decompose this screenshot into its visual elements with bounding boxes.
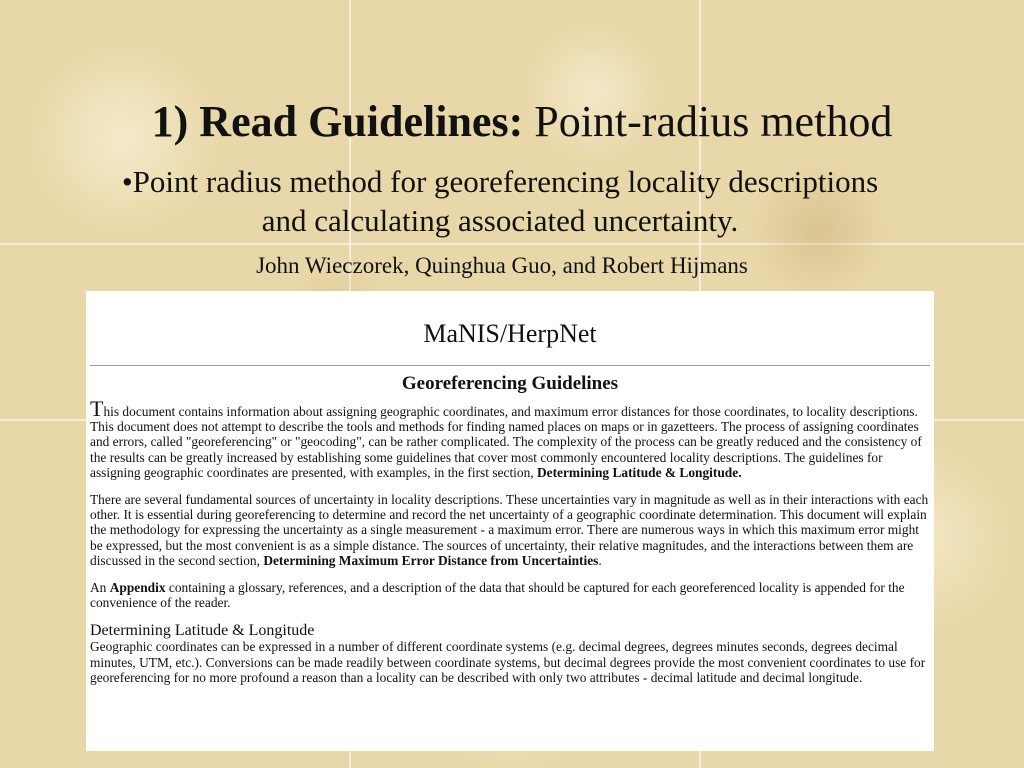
slide-title-rest: Point-radius method — [523, 97, 893, 146]
paragraph-uncertainty — [90, 492, 930, 568]
paragraph-appendix-pre: An — [90, 580, 110, 596]
document-screenshot — [86, 291, 934, 751]
section-link-lat-long: Determining Latitude & Longitude. — [536, 464, 742, 480]
site-title: MaNIS/HerpNet — [423, 319, 597, 348]
divider — [90, 365, 930, 366]
drop-cap: T — [90, 396, 104, 421]
paragraph-uncertainty-end: . — [598, 552, 602, 568]
slide-title — [0, 96, 1024, 148]
paragraph-coordinates: Geographic coordinates can be expressed in a number of different coordinate systems (e.g. decimal degrees, degrees minutes seconds, degrees decimal minutes, UTM, etc.). Conversions can be made readily between coordinate systems, but decimal degrees provide the most convenient coordinates to use for georeferencing for no more profound a reason than a locality can be described with only two attributes - decimal latitude and decimal longitude. — [90, 639, 926, 685]
paragraph-intro-text: his document contains information about assigning geographic coordinates, and maximum error distances for those coordinates, to locality descriptions. This document does not attempt to describe the tools and methods for finding named places on maps or in gazetteers. The process of assigning coordinates and errors, called "georeferencing" or "geocoding", can be rather complicated. The complexity of the process can be greatly reduced and the consistency of the results can be greatly increased by establishing some guidelines that cover most commonly encountered locality descriptions. The guidelines for assigning geographic coordinates are presented, with examples, in the first section, — [90, 404, 922, 480]
section-heading-lat-long: Determining Latitude & Longitude — [90, 622, 315, 640]
appendix-label: Appendix — [109, 580, 166, 596]
paragraph-intro — [90, 396, 930, 480]
section-link-max-error: Determining Maximum Error Distance from Uncertainties — [263, 552, 599, 568]
paragraph-appendix-text: containing a glossary, references, and a description of the data that should be captured for each georeferenced locality is appended for the convenience of the reader. — [90, 580, 905, 611]
slide-bullet: •Point radius method for georeferencing locality descriptions and calculating associated uncertainty. — [121, 164, 879, 238]
slide-title-bold: 1) Read Guidelines: — [151, 97, 524, 146]
slide-authors: John Wieczorek, Quinghua Guo, and Robert Hijmans — [256, 253, 748, 278]
paragraph-uncertainty-text: There are several fundamental sources of uncertainty in locality descriptions. These uncertainties vary in magnitude as well as in their interactions with each other. It is essential during georeferencing to determine and record the net uncertainty of a geographic coordinate determination. This document will explain the methodology for expressing the uncertainty as a single measurement - a maximum error. There are numerous ways in which this maximum error might be expressed, but the most convenient is as a simple distance. The sources of uncertainty, their relative magnitudes, and the interactions between them are discussed in the second section, — [90, 492, 929, 568]
paragraph-appendix — [90, 580, 930, 610]
document-heading: Georeferencing Guidelines — [401, 373, 619, 394]
